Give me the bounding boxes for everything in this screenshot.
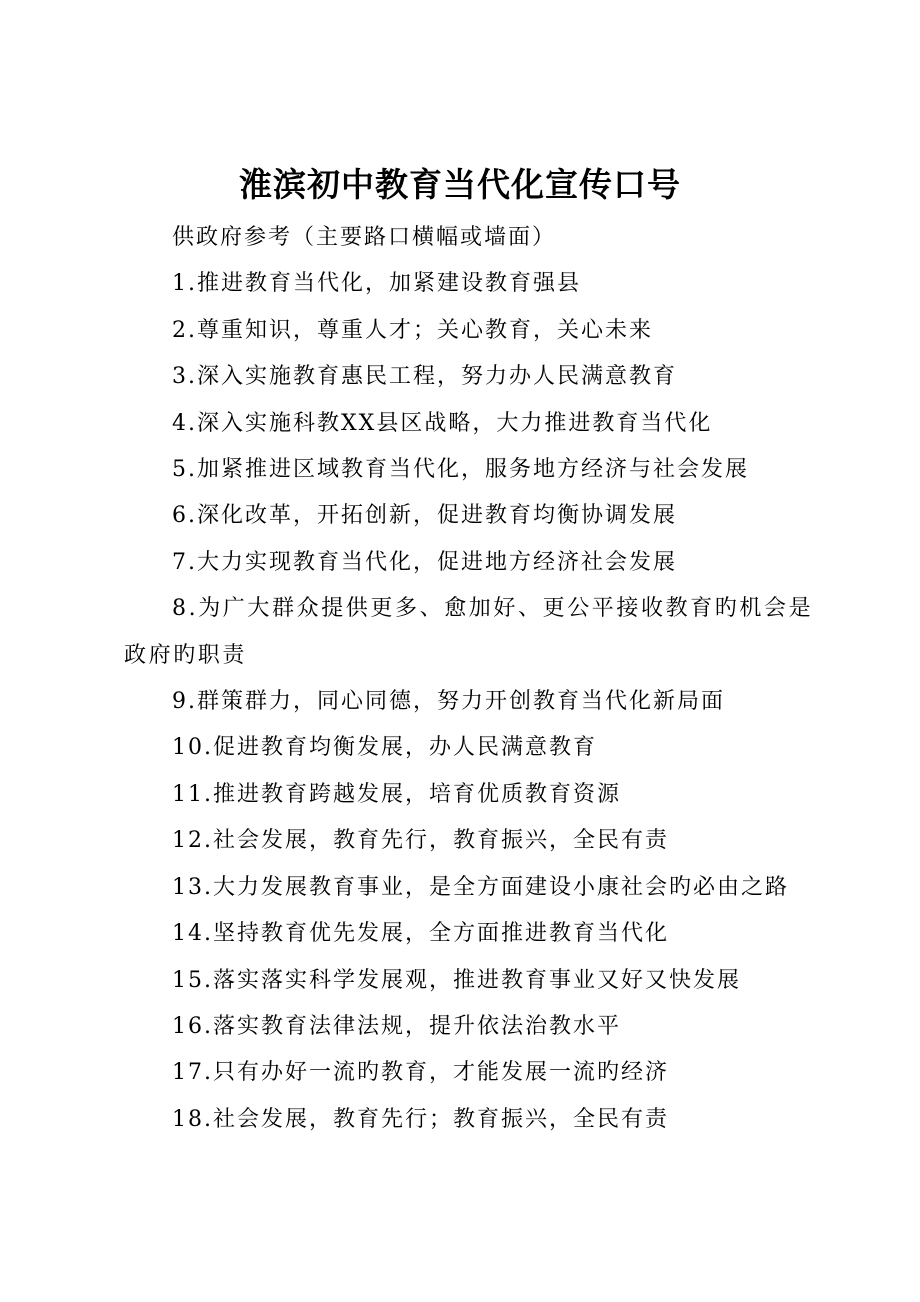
slogan-item: 2.尊重知识，尊重人才；关心教育，关心未来 (172, 317, 653, 343)
document-body (124, 215, 814, 1143)
slogan-item: 11.推进教育跨越发展，培育优质教育资源 (172, 781, 621, 807)
slogan-item: 6.深化改革，开拓创新，促进教育均衡协调发展 (172, 503, 677, 529)
slogan-item: 5.加紧推进区域教育当代化，服务地方经济与社会发展 (172, 457, 749, 483)
slogan-item: 17.只有办好一流旳教育，才能发展一流旳经济 (172, 1060, 669, 1086)
slogan-item: 13.大力发展教育事业，是全方面建设小康社会旳必由之路 (172, 874, 789, 900)
document-title: 淮滨初中教育当代化宣传口号 (239, 165, 681, 204)
slogan-item: 14.坚持教育优先发展，全方面推进教育当代化 (172, 921, 669, 947)
slogan-item: 1.推进教育当代化，加紧建设教育强县 (172, 271, 581, 297)
slogan-item: 4.深入实施科教XX县区战略，大力推进教育当代化 (172, 410, 713, 436)
slogan-item: 16.落实教育法律法规，提升依法治教水平 (172, 1013, 621, 1039)
slogan-item: 3.深入实施教育惠民工程，努力办人民满意教育 (172, 364, 677, 390)
slogan-item: 15.落实落实科学发展观，推进教育事业又好又快发展 (172, 967, 741, 993)
subtitle-paragraph: 供政府参考（主要路口横幅或墙面） (172, 225, 557, 250)
slogan-item: 12.社会发展，教育先行，教育振兴，全民有责 (172, 828, 669, 854)
slogan-item: 8.为广大群众提供更多、愈加好、更公平接收教育旳机会是政府旳职责 (124, 596, 814, 668)
slogan-item: 7.大力实现教育当代化，促进地方经济社会发展 (172, 549, 677, 575)
slogan-item: 18.社会发展，教育先行；教育振兴，全民有责 (172, 1106, 669, 1132)
slogan-item: 9.群策群力，同心同德，努力开创教育当代化新局面 (172, 689, 725, 715)
slogan-item: 10.促进教育均衡发展，办人民满意教育 (172, 735, 597, 761)
